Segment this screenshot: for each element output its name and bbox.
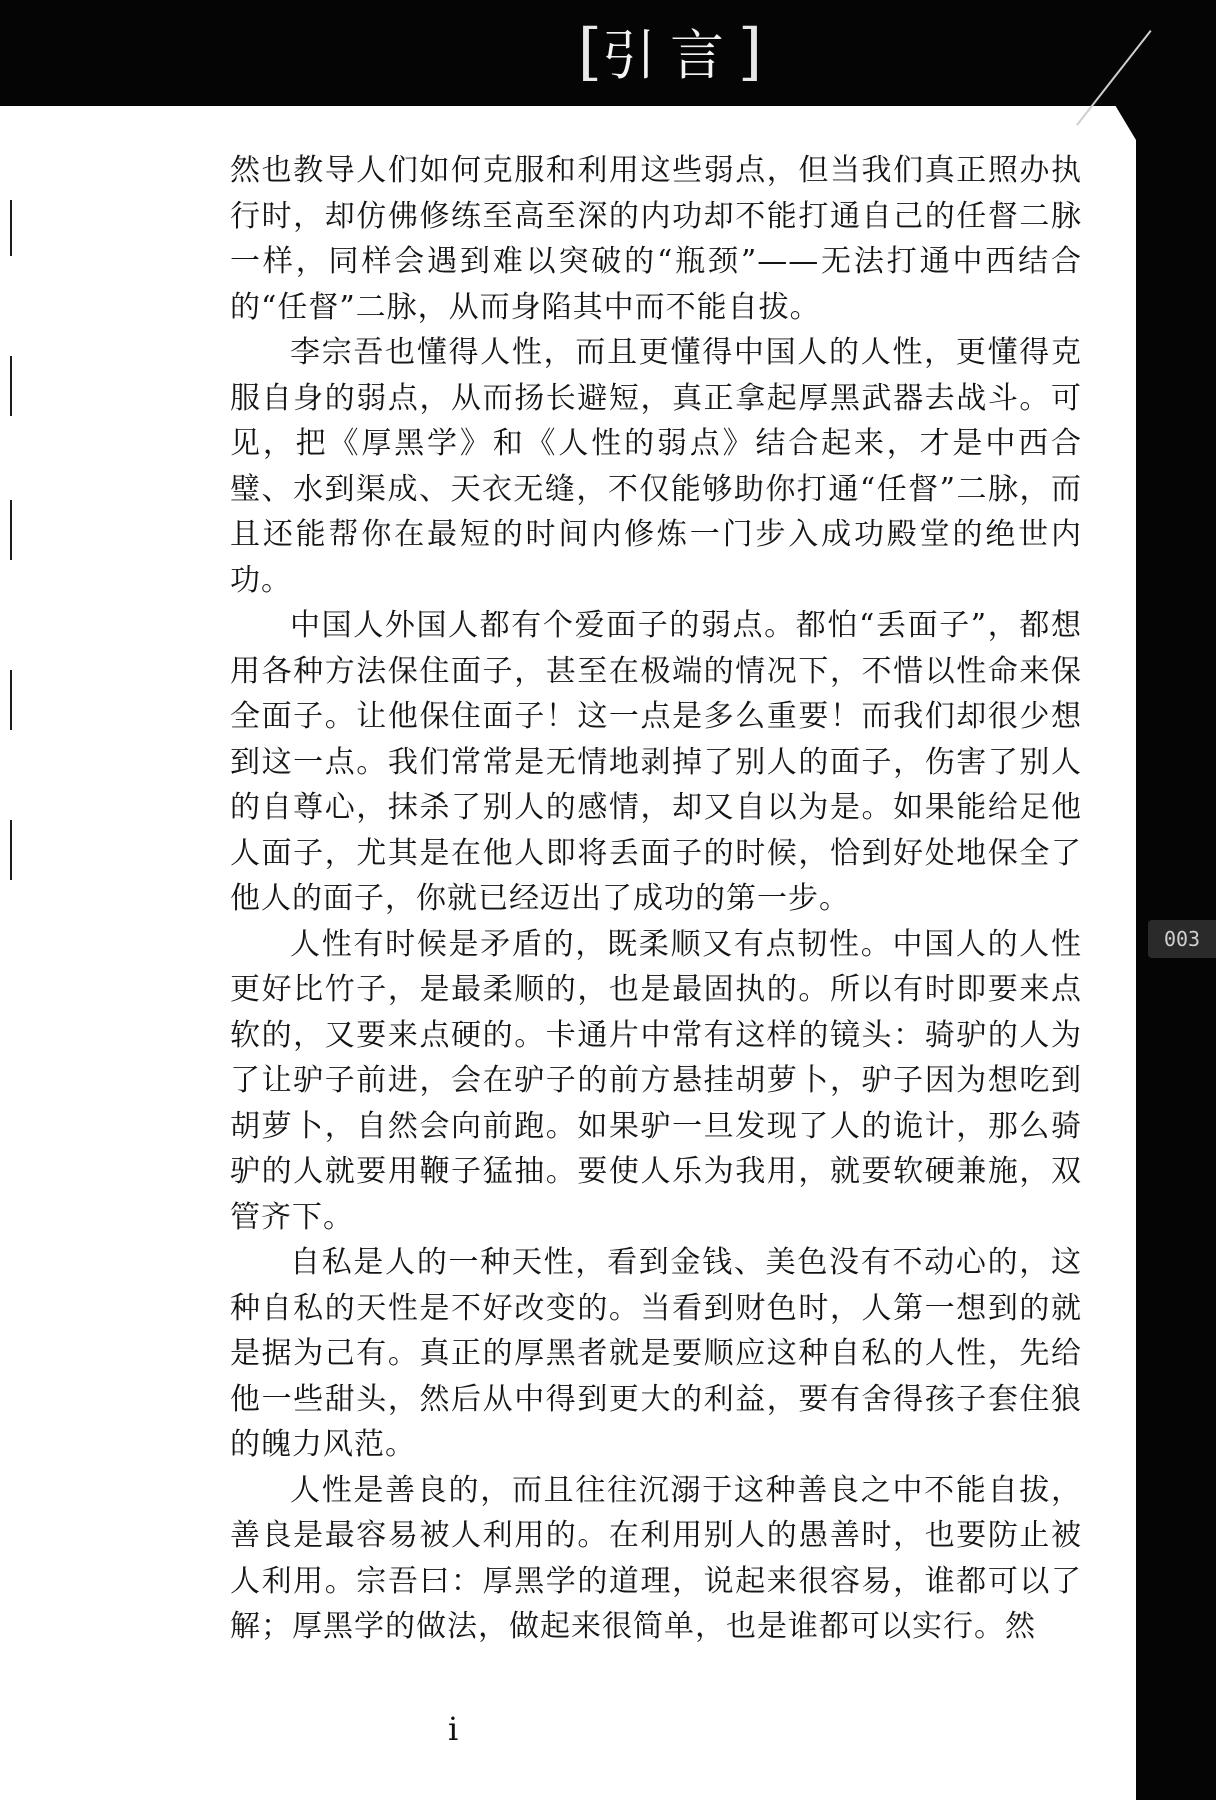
title-bracket-close: ]	[738, 14, 763, 88]
page-corner	[1112, 100, 1136, 140]
margin-mark	[10, 356, 12, 416]
margin-mark	[10, 200, 12, 256]
side-page-tab: 003	[1148, 920, 1216, 958]
paragraph-4: 人性有时候是矛盾的，既柔顺又有点韧性。中国人的人性更好比竹子，是最柔顺的，也是最固执的。所以有时即要来点软的，又要来点硬的。卡通片中常有这样的镜头：骑驴的人为了让驴子前进，会在驴子的前方悬挂胡萝卜，驴子因为想吃到胡萝卜，自然会向前跑。如果驴一旦发现了人的诡计，那么骑驴的人就要用鞭子猛抽。要使人乐为我用，就要软硬兼施，双管齐下。	[230, 926, 1082, 1235]
page-number: i	[448, 1710, 459, 1748]
title-bracket-open: [	[577, 14, 602, 88]
body-text	[230, 148, 1082, 1650]
paragraph-3: 中国人外国人都有个爱面子的弱点。都怕“丢面子”，都想用各种方法保住面子，甚至在极端的情况下，不惜以性命来保全面子。让他保住面子！这一点是多么重要！而我们却很少想到这一点。我们常常是无情地剥掉了别人的面子，伤害了别人的自尊心，抹杀了别人的感情，却又自以为是。如果能给足他人面子，尤其是在他人即将丢面子的时候，恰到好处地保全了他人的面子，你就已经迈出了成功的第一步。	[230, 608, 1082, 916]
margin-mark	[10, 820, 12, 880]
paragraph-2: 李宗吾也懂得人性，而且更懂得中国人的人性，更懂得克服自身的弱点，从而扬长避短，真正拿起厚黑武器去战斗。可见，把《厚黑学》和《人性的弱点》结合起来，才是中西合璧、水到渠成、天衣无缝，不仅能够助你打通“任督”二脉，而且还能帮你在最短的时间内修炼一门步入成功殿堂的绝世内功。	[230, 335, 1082, 598]
paragraph-1: 然也教导人们如何克服和利用这些弱点，但当我们真正照办执行时，却仿佛修练至高至深的内功却不能打通自己的任督二脉一样，同样会遇到难以突破的“瓶颈”——无法打通中西结合的“任督”二脉，从而身陷其中而不能自拔。	[230, 153, 1082, 325]
paragraph-5: 自私是人的一种天性，看到金钱、美色没有不动心的，这种自私的天性是不好改变的。当看到财色时，人第一想到的就是据为己有。真正的厚黑者就是要顺应这种自私的人性，先给他一些甜头，然后从中得到更大的利益，要有舍得孩子套住狼的魄力风范。	[230, 1245, 1082, 1462]
margin-mark	[10, 670, 12, 730]
paragraph-6: 人性是善良的，而且往往沉溺于这种善良之中不能自拔，善良是最容易被人利用的。在利用别人的愚善时，也要防止被人利用。宗吾曰：厚黑学的道理，说起来很容易，谁都可以了解；厚黑学的做法，做起来很简单，也是谁都可以实行。然	[230, 1472, 1082, 1644]
chapter-title-text: 引言	[602, 23, 738, 87]
margin-mark	[10, 500, 12, 560]
right-page-edge	[1136, 0, 1216, 1800]
chapter-title	[560, 10, 780, 92]
